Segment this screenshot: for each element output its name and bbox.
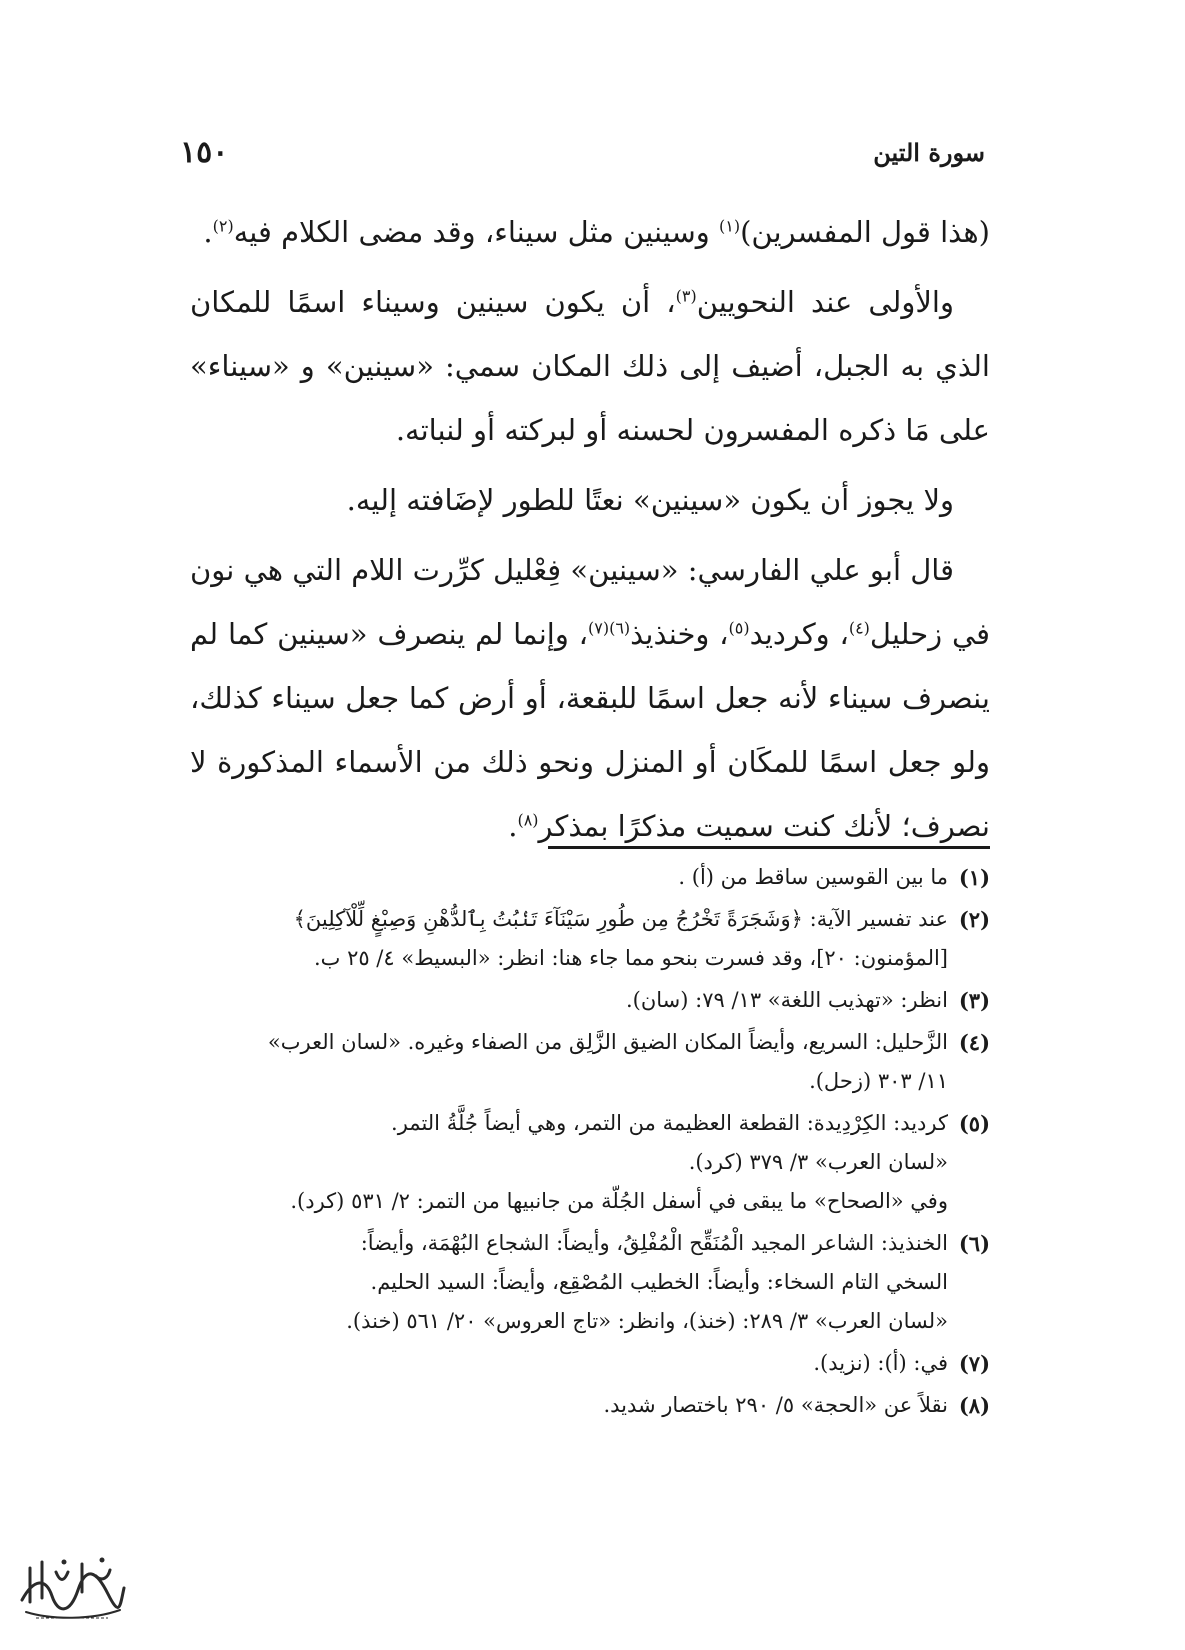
paragraph-text: ، وخنذيذ xyxy=(630,617,729,651)
paragraph-1 xyxy=(190,200,990,264)
paragraph-text: ولا يجوز أن يكون «سينين» نعتًا للطور لإضَافته إليه. xyxy=(346,483,954,517)
footnote-number: (٤) xyxy=(958,1030,990,1055)
paragraph-3 xyxy=(190,468,990,532)
footnotes xyxy=(190,858,990,1428)
footnote-line: نقلاً عن «الحجة» ٥/ ٢٩٠ باختصار شديد. xyxy=(603,1393,948,1417)
footnote-3 xyxy=(190,981,990,1020)
footnote-body xyxy=(190,1104,948,1221)
footnote-line: السخي التام السخاء: وأيضاً: الخطيب المُصْقِع، وأيضاً: السيد الحليم. xyxy=(370,1270,948,1294)
paragraph-text: (هذا قول المفسرين) xyxy=(740,215,990,249)
footnote-ref[interactable]: (٦)(٧) xyxy=(588,618,631,638)
footnote-6 xyxy=(190,1224,990,1341)
footnote-ref[interactable]: (٣) xyxy=(675,286,697,306)
paragraph-text: . xyxy=(203,215,213,249)
footnote-line: ١١/ ٣٠٣ (زحل). xyxy=(809,1069,948,1093)
footnote-line: في: (أ): (نزيد). xyxy=(813,1351,948,1375)
paragraph-text: والأولى عند النحويين xyxy=(696,285,954,319)
paragraph-text: . xyxy=(508,809,518,843)
paragraph-text: ، وكرديد xyxy=(749,617,849,651)
footnote-ref[interactable]: (٤) xyxy=(848,618,870,638)
paragraph-text: وسينين مثل سيناء، وقد مضى الكلام فيه xyxy=(233,215,719,249)
footnote-line: الزَّحليل: السريع، وأيضاً المكان الضيق الزَّلِق من الصفاء وغيره. «لسان العرب» xyxy=(267,1030,948,1054)
footnote-number: (٣) xyxy=(958,988,990,1013)
footnote-7 xyxy=(190,1344,990,1383)
footnote-number: (٦) xyxy=(958,1231,990,1256)
footnote-line: «لسان العرب» ٣/ ٣٧٩ (كرد). xyxy=(688,1150,948,1174)
running-title: سورة التين xyxy=(873,137,985,167)
footnote-ref[interactable]: (٢) xyxy=(212,216,234,236)
footnote-body xyxy=(190,1344,948,1383)
footnote-body xyxy=(190,858,948,897)
footnote-number: (٧) xyxy=(958,1351,990,1376)
footnote-separator xyxy=(548,846,990,849)
footnote-number: (١) xyxy=(958,865,990,890)
footnote-ref[interactable]: (٥) xyxy=(728,618,750,638)
footnote-line: عند تفسير الآية: ﴿وَشَجَرَةً تَخْرُجُ مِن طُورِ سَيْنَآءَ تَنۢبُتُ بِٱلدُّهْنِ وَصِبْغٍ لِّلْآكِلِينَ﴾ xyxy=(293,907,948,931)
footnote-ref[interactable]: (١) xyxy=(719,216,741,236)
page-header xyxy=(180,128,985,176)
page-number: ١٥٠ xyxy=(180,134,229,170)
footnote-ref[interactable]: (٨) xyxy=(517,810,539,830)
footnote-line: انظر: «تهذيب اللغة» ١٣/ ٧٩: (سان). xyxy=(625,988,948,1012)
main-text xyxy=(190,200,990,864)
footnote-number: (٨) xyxy=(958,1393,990,1418)
footnote-body xyxy=(190,900,948,978)
footnote-line: «لسان العرب» ٣/ ٢٨٩: (خنذ)، وانظر: «تاج العروس» ٢٠/ ٥٦١ (خنذ). xyxy=(346,1309,948,1333)
footnote-line: كرديد: الكِرْدِيدة: القطعة العظيمة من التمر، وهي أيضاً جُلَّةُ التمر. xyxy=(391,1111,948,1135)
footnote-8 xyxy=(190,1386,990,1425)
footnote-5 xyxy=(190,1104,990,1221)
footnote-line: الخنذيذ: الشاعر المجيد الْمُنَقِّح الْمُفْلِقُ، وأيضاً: الشجاع البُهْمَة، وأيضاً: xyxy=(360,1231,948,1255)
footnote-body xyxy=(190,1023,948,1101)
paragraph-text: قال أبو علي الفارسي: «سينين» فِعْليل كرِّرت اللام التي هي نون في زحليل xyxy=(190,553,990,651)
footnote-line: ما بين القوسين ساقط من (أ) . xyxy=(678,865,948,889)
footnote-number: (٢) xyxy=(958,907,990,932)
paragraph-2 xyxy=(190,270,990,462)
footnote-2 xyxy=(190,900,990,978)
footnote-body xyxy=(190,981,948,1020)
paragraph-text: ، أن يكون سينين وسيناء اسمًا للمكان الذي به الجبل، أضيف إلى ذلك المكان سمي: «سينين» و «سيناء» على مَا ذكره المفسرون لحسنه أو لبركته أو لنباته. xyxy=(190,285,990,447)
footnote-line: وفي «الصحاح» ما يبقى في أسفل الجُلّة من جانبيها من التمر: ٢/ ٥٣١ (كرد). xyxy=(290,1189,948,1213)
footnote-line: [المؤمنون: ٢٠]، وقد فسرت بنحو مما جاء هنا: انظر: «البسيط» ٤/ ٢٥ ب. xyxy=(313,946,948,970)
footnote-4 xyxy=(190,1023,990,1101)
footnote-body xyxy=(190,1386,948,1425)
footnote-body xyxy=(190,1224,948,1341)
calligraphy-logo-icon xyxy=(12,1548,130,1628)
footnote-number: (٥) xyxy=(958,1111,990,1136)
footnote-1 xyxy=(190,858,990,897)
paragraph-4 xyxy=(190,538,990,858)
paragraph-text: ، وإنما لم ينصرف «سينين كما لم ينصرف سيناء لأنه جعل اسمًا للبقعة، أو أرض كما جعل سيناء كذلك، ولو جعل اسمًا للمكَان أو المنزل ونحو ذلك من الأسماء المذكورة لا نصرف؛ لأنك كنت سميت مذكرًا بمذكر xyxy=(190,617,990,843)
